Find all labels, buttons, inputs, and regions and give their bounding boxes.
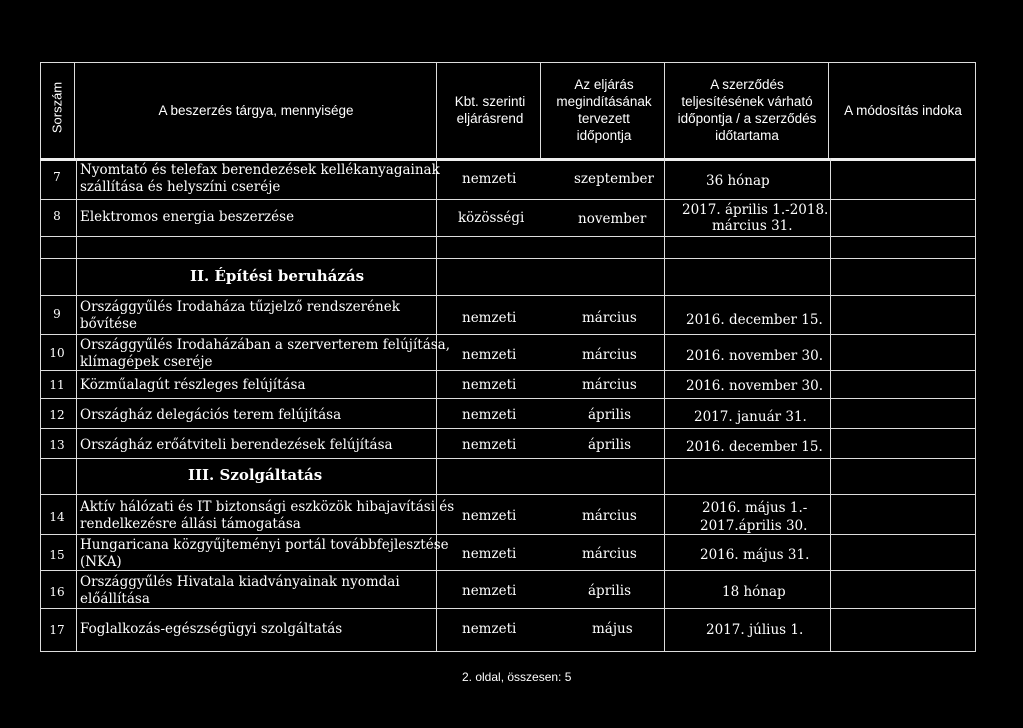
- row-duration: 2016. május 1.-: [702, 500, 808, 516]
- row-duration: 18 hónap: [722, 584, 786, 600]
- header-bottom-rule: [40, 158, 976, 161]
- row-subject: előállítása: [80, 591, 150, 607]
- header-divider: [540, 62, 541, 158]
- row-subject: szállítása és helyszíni cseréje: [80, 179, 281, 195]
- row-start: május: [592, 621, 633, 637]
- row-number: 7: [53, 170, 61, 184]
- header-divider: [436, 62, 437, 158]
- row-duration: 2016. december 15.: [686, 439, 823, 455]
- column-divider: [664, 158, 665, 652]
- row-number: 8: [53, 209, 61, 223]
- row-divider: [40, 370, 976, 371]
- row-subject: Közműalagút részleges felújítása: [80, 377, 306, 393]
- row-subject: klímagépek cseréje: [80, 354, 213, 370]
- row-procedure: nemzeti: [462, 508, 517, 524]
- row-procedure: nemzeti: [462, 310, 517, 326]
- row-procedure: nemzeti: [462, 583, 517, 599]
- header-divider: [664, 62, 665, 158]
- row-subject: Országgyűlés Hivatala kiadványainak nyomdai: [80, 574, 400, 590]
- row-subject: Elektromos energia beszerzése: [80, 209, 295, 225]
- row-start: március: [582, 310, 637, 326]
- row-start: április: [588, 583, 632, 599]
- section-heading: II. Építési beruházás: [190, 267, 365, 285]
- row-subject: Országgyűlés Irodaháza tűzjelző rendszerének: [80, 299, 400, 315]
- column-divider: [830, 158, 831, 652]
- row-duration: 2017. július 1.: [706, 622, 804, 638]
- header-reason: A módosítás indoka: [844, 102, 962, 118]
- row-subject: Országház delegációs terem felújítása: [80, 407, 342, 423]
- row-divider: [40, 608, 976, 609]
- row-subject: Hungaricana közgyűjteményi portál továbbfejlesztése: [80, 537, 449, 553]
- column-divider: [76, 158, 77, 652]
- row-duration: 2016. december 15.: [686, 312, 823, 328]
- row-duration: március 31.: [712, 218, 793, 234]
- row-subject: Aktív hálózati és IT biztonsági eszközök hibajavítási és: [80, 499, 455, 515]
- row-number: 10: [49, 346, 65, 360]
- row-divider: [40, 534, 976, 535]
- row-start: március: [582, 377, 637, 393]
- header-divider: [828, 62, 829, 158]
- row-divider: [40, 258, 976, 259]
- row-divider: [40, 428, 976, 429]
- header-duration: A szerződés teljesítésének várható időpontja / a szerződés időtartama: [677, 77, 817, 143]
- row-divider: [40, 334, 976, 335]
- row-start: november: [578, 211, 647, 227]
- row-start: április: [588, 437, 632, 453]
- row-duration: 2016. november 30.: [686, 348, 824, 364]
- row-duration: 2016. május 31.: [700, 547, 810, 563]
- row-subject: Foglalkozás-egészségügyi szolgáltatás: [80, 621, 343, 637]
- row-number: 11: [49, 378, 65, 392]
- header-subject: A beszerzés tárgya, mennyisége: [158, 102, 354, 118]
- row-subject: Országház erőátviteli berendezések felújítása: [80, 437, 393, 453]
- row-divider: [40, 494, 976, 495]
- row-subject: rendelkezésre állási támogatása: [80, 516, 301, 532]
- row-divider: [40, 458, 976, 459]
- row-divider: [40, 570, 976, 571]
- header-sorszam: Sorszám: [49, 81, 65, 134]
- row-procedure: közösségi: [458, 210, 525, 226]
- row-duration: 2017.április 30.: [700, 518, 808, 534]
- row-number: 17: [49, 623, 65, 637]
- row-number: 12: [49, 408, 65, 422]
- row-number: 16: [49, 585, 65, 599]
- row-subject: (NKA): [80, 554, 122, 570]
- row-procedure: nemzeti: [462, 437, 517, 453]
- page-footer: 2. oldal, összesen: 5: [462, 670, 572, 684]
- row-subject: Országgyűlés Irodaházában a szerverterem felújítása,: [80, 337, 451, 353]
- section-heading: III. Szolgáltatás: [188, 466, 323, 484]
- row-subject: Nyomtató és telefax berendezések kellékanyagainak: [80, 162, 440, 178]
- row-duration: 36 hónap: [706, 173, 770, 189]
- row-start: április: [588, 407, 632, 423]
- header-divider: [74, 62, 75, 158]
- column-divider: [436, 158, 437, 652]
- row-divider: [40, 295, 976, 296]
- row-number: 14: [49, 510, 65, 524]
- row-duration: 2017. január 31.: [694, 409, 807, 425]
- row-subject: bővítése: [80, 316, 138, 332]
- row-number: 15: [49, 548, 65, 562]
- row-start: március: [582, 347, 637, 363]
- row-number: 9: [53, 307, 61, 321]
- row-procedure: nemzeti: [462, 621, 517, 637]
- row-start: szeptember: [574, 171, 654, 187]
- row-procedure: nemzeti: [462, 407, 517, 423]
- row-procedure: nemzeti: [462, 347, 517, 363]
- row-procedure: nemzeti: [462, 171, 517, 187]
- row-divider: [40, 236, 976, 237]
- row-procedure: nemzeti: [462, 377, 517, 393]
- row-divider: [40, 199, 976, 200]
- row-duration: 2016. november 30.: [686, 378, 824, 394]
- row-procedure: nemzeti: [462, 546, 517, 562]
- row-number: 13: [49, 438, 65, 452]
- row-start: március: [582, 508, 637, 524]
- header-start: Az eljárás megindításának tervezett időpontja: [556, 77, 652, 143]
- row-divider: [40, 398, 976, 399]
- row-start: március: [582, 546, 637, 562]
- header-procedure: Kbt. szerinti eljárásrend: [454, 94, 526, 126]
- row-duration: 2017. április 1.-2018.: [682, 202, 829, 218]
